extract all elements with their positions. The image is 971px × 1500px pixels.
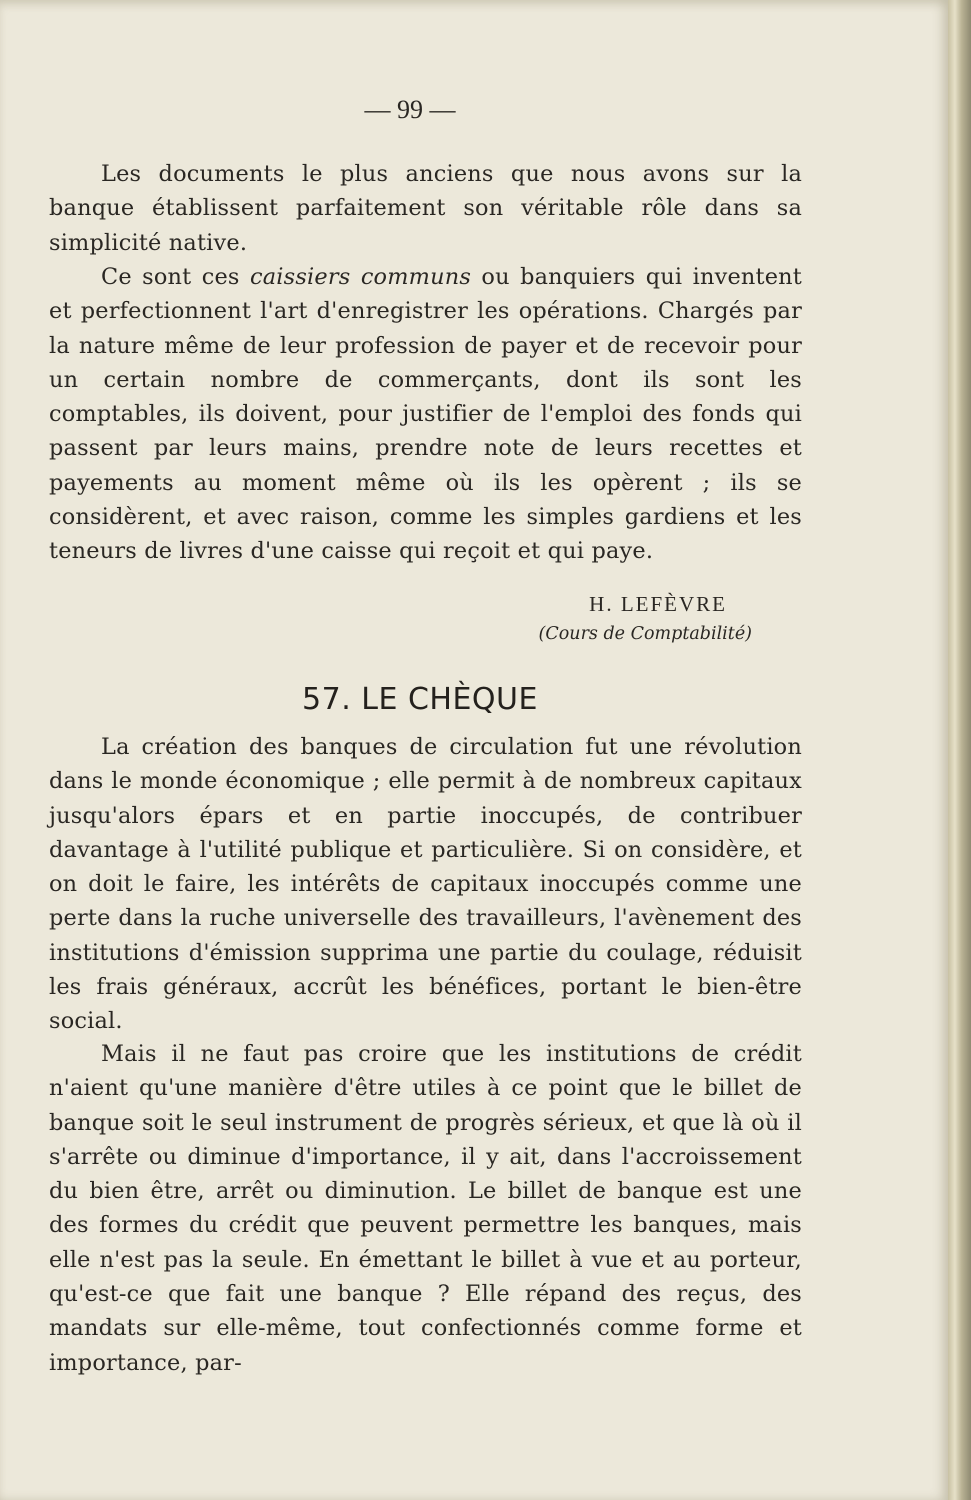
paragraph-caissiers-start: Ce sont ces [101, 264, 250, 290]
author-signature: H. LEFÈVRE [589, 592, 727, 616]
section-heading: 57. LE CHÈQUE [302, 682, 538, 717]
page-edge [948, 0, 971, 1500]
page-number: — 99 — [364, 95, 456, 124]
paragraph-caissiers [49, 260, 802, 569]
paragraph-institutions-credit: Mais il ne faut pas croire que les institutions de crédit n'aient qu'une manière d'être utiles à ce point que le billet de banque soit le seul instrument de progrès sérieux, et que là où il s'arrête ou diminue d'importance, il y ait, dans l'accroissement du bien être, arrêt ou diminution. Le billet de banque est une des formes du crédit que peuvent permettre les banques, mais elle n'est pas la seule. En émettant le billet à vue et au porteur, qu'est-ce que fait une banque ? Elle répand des reçus, des mandats sur elle-même, tout confectionnés comme forme et importance, par- [49, 1041, 802, 1376]
paragraph-documents: Les documents le plus anciens que nous avons sur la banque établissent parfaitement son véritable rôle dans sa simplicité native. [49, 161, 802, 256]
source-citation: (Cours de Comptabilité) [538, 624, 752, 644]
paragraph-creation-banques: La création des banques de circulation fut une révolution dans le monde économique ; elle permit à de nombreux capitaux jusqu'alors épars et en partie inoccupés, de contribuer davantage à l'utilité publique et particulière. Si on considère, et on doit le faire, les intérêts de capitaux inoccupés comme une perte dans la ruche universelle des travailleurs, l'avènement des institutions d'émission supprima une partie du coulage, réduisit les frais généraux, accrût les bénéfices, portant le bien-être social. [49, 734, 802, 1035]
paragraph-caissiers-rest: ou banquiers qui inventent et perfectionnent l'art d'enregistrer les opérations. Chargés par la nature même de leur profession de payer et de recevoir pour un certain nombre de commerçants, dont ils sont les comptables, ils doivent, pour justifier de l'emploi des fonds qui passent par leurs mains, prendre note de leurs recettes et payements au moment même où ils les opèrent ; ils se considèrent, et avec raison, comme les simples gardiens et les teneurs de livres d'une caisse qui reçoit et qui paye. [49, 264, 802, 565]
italic-caissiers-communs: caissiers communs [250, 264, 472, 290]
